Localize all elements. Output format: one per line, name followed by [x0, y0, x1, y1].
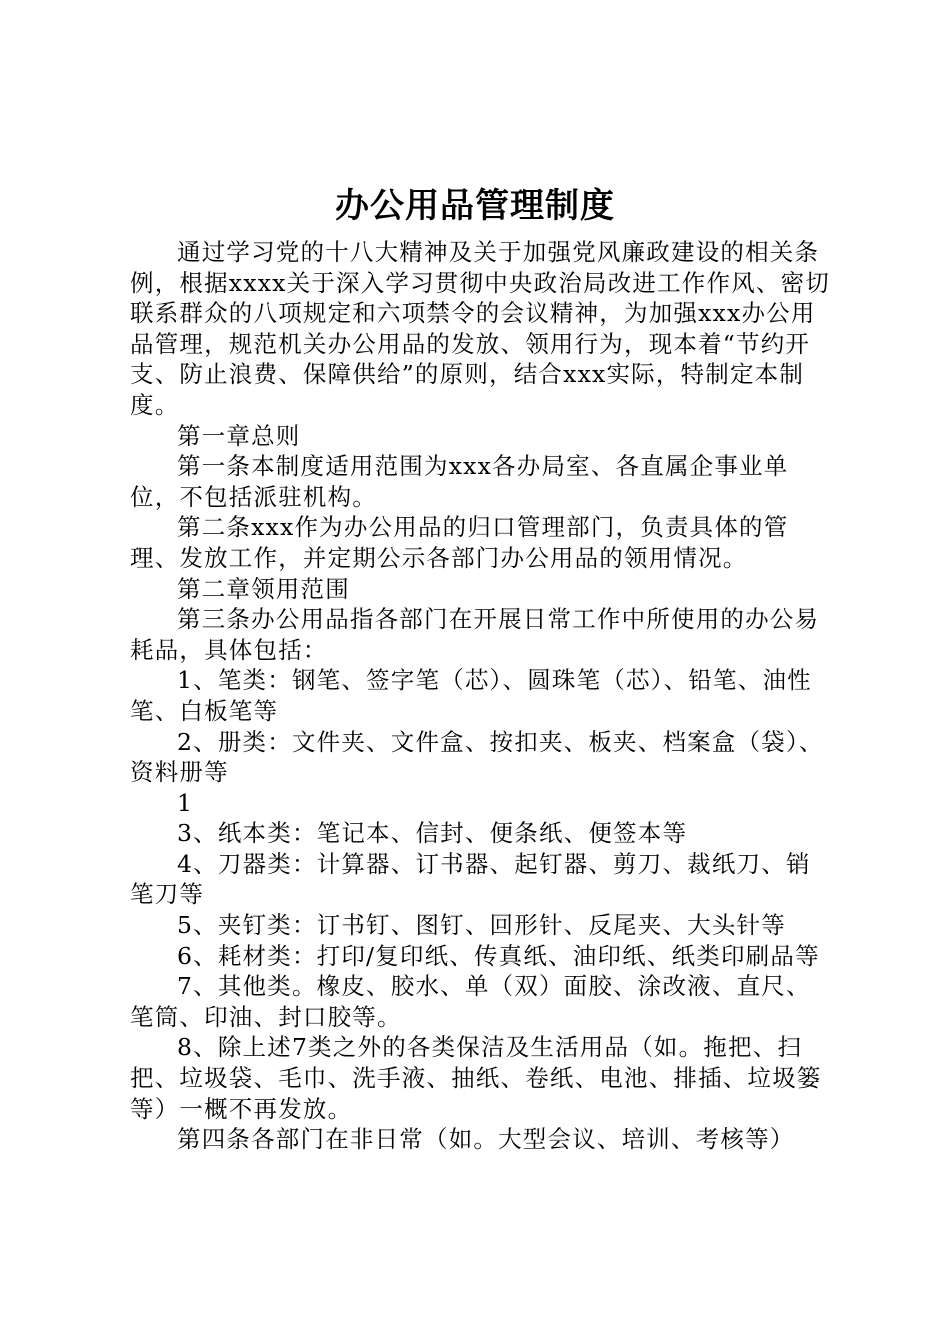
page-number: 1 — [177, 788, 194, 817]
list-item: 2、册类：文件夹、文件盒、按扣夹、板夹、档案盒（袋）、资料册等 — [130, 727, 824, 787]
document-title: 办公用品管理制度 — [335, 186, 615, 226]
article-paragraph: 第三条办公用品指各部门在开展日常工作中所使用的办公易耗品，具体包括： — [130, 605, 820, 664]
list-item: 4、刀器类：计算器、订书器、起钉器、剪刀、裁纸刀、销笔刀等 — [130, 849, 811, 909]
list-item: 5、夹钉类：订书钉、图钉、回形针、反尾夹、大头针等 — [177, 911, 786, 940]
intro-paragraph: 通过学习党的十八大精神及关于加强党风廉政建设的相关条例，根据xxxx关于深入学习贯彻中央政治局改进工作作风、密切联系群众的八项规定和六项禁令的会议精神，为加强xxx办公用品管理，规范机关办公用品的发放、领用行为，现本着“节约开支、防止浪费、保障供给”的原则，结合xxx实际，特制定本制度。 — [130, 238, 831, 419]
article-paragraph: 第一条本制度适用范围为xxx各办局室、各直属企事业单位，不包括派驻机构。 — [130, 452, 789, 511]
chapter-heading: 第一章总则 — [177, 421, 301, 450]
list-item: 8、除上述7类之外的各类保洁及生活用品（如。拖把、扫把、垃圾袋、毛巾、洗手液、抽纸、卷纸、电池、排插、垃圾篓等）一概不再发放。 — [130, 1033, 822, 1123]
list-item: 3、纸本类：笔记本、信封、便条纸、便签本等 — [177, 819, 688, 848]
chapter-heading: 第二章领用范围 — [177, 574, 350, 603]
list-item: 1、笔类：钢笔、签字笔（芯）、圆珠笔（芯）、铅笔、油性笔、白板笔等 — [130, 666, 812, 725]
document-body — [130, 237, 830, 1155]
article-paragraph: 第二条xxx作为办公用品的归口管理部门，负责具体的管理、发放工作，并定期公示各部门办公用品的领用情况。 — [130, 513, 789, 572]
list-item: 6、耗材类：打印/复印纸、传真纸、油印纸、纸类印刷品等 — [177, 941, 820, 970]
article-paragraph: 第四条各部门在非日常（如。大型会议、培训、考核等） — [177, 1125, 795, 1154]
list-item: 7、其他类。橡皮、胶水、单（双）面胶、涂改液、直尺、笔筒、印油、封口胶等。 — [130, 972, 811, 1031]
